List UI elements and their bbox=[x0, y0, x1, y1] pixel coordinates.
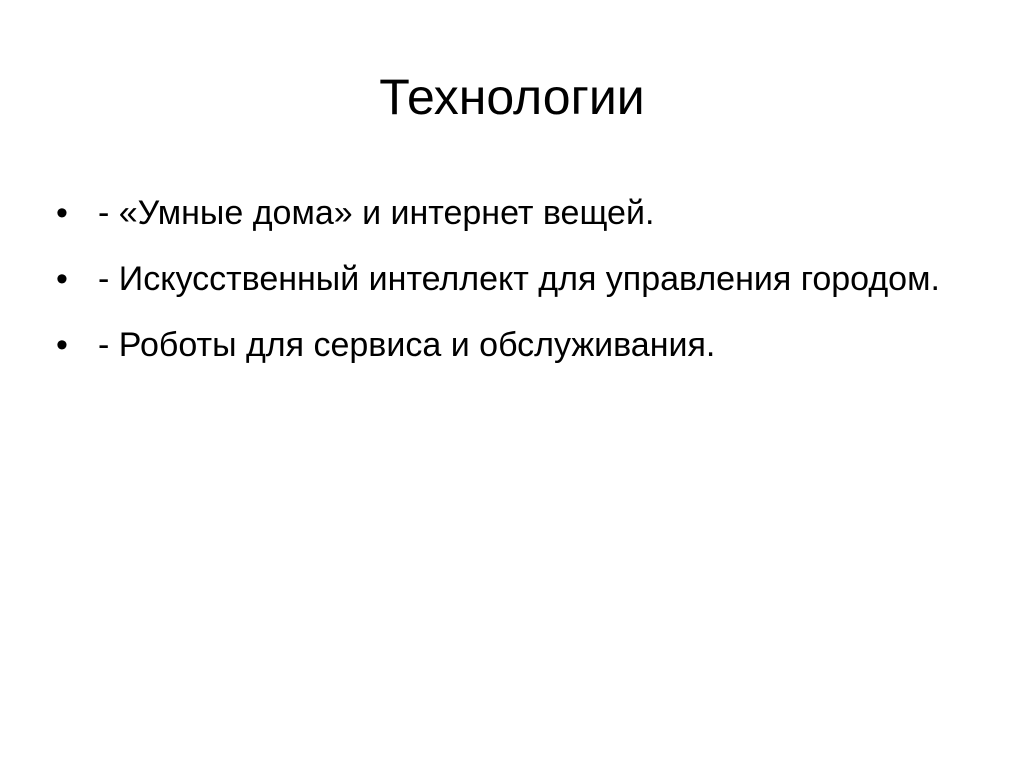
bullet-dot-icon: • bbox=[56, 194, 68, 232]
bullet-text: - Искусственный интеллект для управления городом. bbox=[98, 260, 940, 298]
bullet-text: - Роботы для сервиса и обслуживания. bbox=[98, 326, 716, 364]
bullet-item bbox=[56, 320, 976, 370]
slide-title: Технологии bbox=[379, 69, 645, 125]
bullet-list bbox=[56, 188, 976, 386]
bullet-dot-icon: • bbox=[56, 326, 68, 364]
bullet-dot-icon: • bbox=[56, 260, 68, 298]
bullet-item bbox=[56, 188, 976, 238]
bullet-item bbox=[56, 254, 976, 304]
bullet-text: - «Умные дома» и интернет вещей. bbox=[98, 194, 655, 232]
